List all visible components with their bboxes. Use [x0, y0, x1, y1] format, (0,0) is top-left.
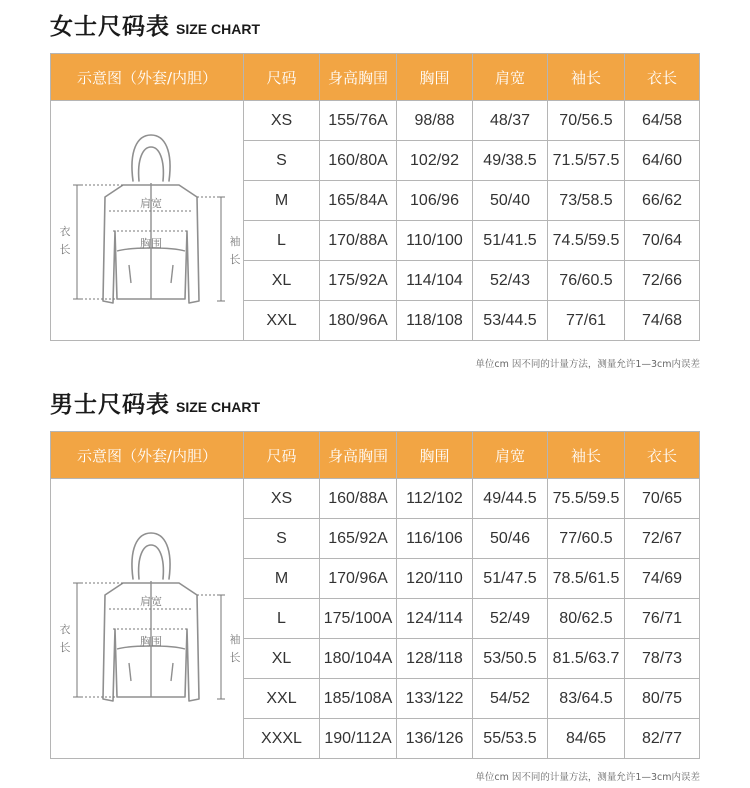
diagram-length-label-2: 长: [59, 641, 71, 654]
sleeve-cell: 80/62.5: [548, 599, 625, 639]
chest-cell: 106/96: [397, 181, 473, 221]
height-chest-cell: 160/88A: [320, 479, 397, 519]
diagram-sleeve-label-1: 袖: [229, 235, 241, 248]
shoulder-cell: 54/52: [473, 679, 548, 719]
header-chest: 胸围: [397, 432, 473, 479]
chest-cell: 98/88: [397, 101, 473, 141]
shoulder-cell: 55/53.5: [473, 719, 548, 759]
height-chest-cell: 185/108A: [320, 679, 397, 719]
length-cell: 74/69: [625, 559, 700, 599]
height-chest-cell: 180/104A: [320, 639, 397, 679]
size-cell: L: [244, 599, 320, 639]
chest-cell: 112/102: [397, 479, 473, 519]
size-cell: M: [244, 181, 320, 221]
length-cell: 72/66: [625, 261, 700, 301]
diagram-cell: [51, 101, 244, 341]
men-title-en: SIZE CHART: [176, 399, 260, 415]
diagram-sleeve-label-2: 长: [229, 651, 241, 664]
height-chest-cell: 190/112A: [320, 719, 397, 759]
diagram-shoulder-label: 肩宽: [140, 595, 162, 608]
diagram-sleeve-label-1: 袖: [229, 633, 241, 646]
length-cell: 66/62: [625, 181, 700, 221]
women-header-row: [51, 54, 700, 101]
length-cell: 82/77: [625, 719, 700, 759]
shoulder-cell: 49/44.5: [473, 479, 548, 519]
shoulder-cell: 49/38.5: [473, 141, 548, 181]
chest-cell: 133/122: [397, 679, 473, 719]
size-cell: M: [244, 559, 320, 599]
shoulder-cell: 50/46: [473, 519, 548, 559]
header-height-chest: 身高胸围: [320, 432, 397, 479]
header-shoulder: 肩宽: [473, 432, 548, 479]
length-cell: 78/73: [625, 639, 700, 679]
diagram-length-label-1: 衣: [59, 225, 71, 238]
sleeve-cell: 83/64.5: [548, 679, 625, 719]
size-cell: XXL: [244, 301, 320, 341]
shoulder-cell: 52/49: [473, 599, 548, 639]
header-sleeve: 袖长: [548, 432, 625, 479]
sleeve-cell: 77/61: [548, 301, 625, 341]
diagram-length-label-2: 长: [59, 243, 71, 256]
length-cell: 72/67: [625, 519, 700, 559]
chest-cell: 128/118: [397, 639, 473, 679]
table-row: [51, 101, 700, 141]
sleeve-cell: 74.5/59.5: [548, 221, 625, 261]
women-note: 单位cm 因不同的计量方法，测量允许1—3cm内误差: [475, 359, 700, 370]
diagram-cell: [51, 479, 244, 759]
women-size-table: [50, 53, 700, 341]
height-chest-cell: 165/84A: [320, 181, 397, 221]
men-note: 单位cm 因不同的计量方法，测量允许1—3cm内误差: [475, 772, 700, 783]
hooded-jacket-icon: [51, 123, 244, 313]
header-sleeve: 袖长: [548, 54, 625, 101]
chest-cell: 136/126: [397, 719, 473, 759]
height-chest-cell: 155/76A: [320, 101, 397, 141]
sleeve-cell: 75.5/59.5: [548, 479, 625, 519]
size-cell: XS: [244, 479, 320, 519]
length-cell: 64/58: [625, 101, 700, 141]
chest-cell: 102/92: [397, 141, 473, 181]
women-table-body: [51, 101, 700, 341]
sleeve-cell: 84/65: [548, 719, 625, 759]
sleeve-cell: 73/58.5: [548, 181, 625, 221]
length-cell: 70/64: [625, 221, 700, 261]
size-cell: XXL: [244, 679, 320, 719]
table-row: [51, 479, 700, 519]
sleeve-cell: 71.5/57.5: [548, 141, 625, 181]
shoulder-cell: 51/47.5: [473, 559, 548, 599]
header-chest: 胸围: [397, 54, 473, 101]
sleeve-cell: 78.5/61.5: [548, 559, 625, 599]
header-height-chest: 身高胸围: [320, 54, 397, 101]
shoulder-cell: 50/40: [473, 181, 548, 221]
chest-cell: 114/104: [397, 261, 473, 301]
diagram-chest-label: 胸围: [140, 237, 162, 250]
height-chest-cell: 165/92A: [320, 519, 397, 559]
length-cell: 70/65: [625, 479, 700, 519]
women-title: 女士尺码表: [50, 14, 170, 40]
shoulder-cell: 48/37: [473, 101, 548, 141]
shoulder-cell: 53/44.5: [473, 301, 548, 341]
header-size: 尺码: [244, 54, 320, 101]
header-diagram: 示意图（外套/内胆）: [51, 54, 244, 101]
size-cell: S: [244, 141, 320, 181]
header-shoulder: 肩宽: [473, 54, 548, 101]
chest-cell: 124/114: [397, 599, 473, 639]
sleeve-cell: 76/60.5: [548, 261, 625, 301]
diagram-length-label-1: 衣: [59, 623, 71, 636]
length-cell: 74/68: [625, 301, 700, 341]
chest-cell: 118/108: [397, 301, 473, 341]
size-cell: XL: [244, 639, 320, 679]
diagram-chest-label: 胸围: [140, 635, 162, 648]
height-chest-cell: 175/92A: [320, 261, 397, 301]
men-section-title: [50, 386, 260, 419]
size-cell: XL: [244, 261, 320, 301]
shoulder-cell: 51/41.5: [473, 221, 548, 261]
sleeve-cell: 77/60.5: [548, 519, 625, 559]
header-length: 衣长: [625, 54, 700, 101]
sleeve-cell: 81.5/63.7: [548, 639, 625, 679]
shoulder-cell: 53/50.5: [473, 639, 548, 679]
women-section-title: [50, 8, 260, 41]
header-diagram: 示意图（外套/内胆）: [51, 432, 244, 479]
length-cell: 76/71: [625, 599, 700, 639]
chest-cell: 120/110: [397, 559, 473, 599]
men-header-row: [51, 432, 700, 479]
chest-cell: 116/106: [397, 519, 473, 559]
men-title: 男士尺码表: [50, 392, 170, 418]
size-cell: L: [244, 221, 320, 261]
shoulder-cell: 52/43: [473, 261, 548, 301]
diagram-shoulder-label: 肩宽: [140, 197, 162, 210]
size-cell: XXXL: [244, 719, 320, 759]
women-title-en: SIZE CHART: [176, 21, 260, 37]
height-chest-cell: 170/96A: [320, 559, 397, 599]
sleeve-cell: 70/56.5: [548, 101, 625, 141]
length-cell: 64/60: [625, 141, 700, 181]
height-chest-cell: 180/96A: [320, 301, 397, 341]
men-table-body: [51, 479, 700, 759]
height-chest-cell: 170/88A: [320, 221, 397, 261]
height-chest-cell: 160/80A: [320, 141, 397, 181]
height-chest-cell: 175/100A: [320, 599, 397, 639]
size-cell: S: [244, 519, 320, 559]
chest-cell: 110/100: [397, 221, 473, 261]
header-length: 衣长: [625, 432, 700, 479]
length-cell: 80/75: [625, 679, 700, 719]
diagram-sleeve-label-2: 长: [229, 253, 241, 266]
size-cell: XS: [244, 101, 320, 141]
hooded-jacket-icon: [51, 521, 244, 711]
men-size-table: [50, 431, 700, 759]
header-size: 尺码: [244, 432, 320, 479]
